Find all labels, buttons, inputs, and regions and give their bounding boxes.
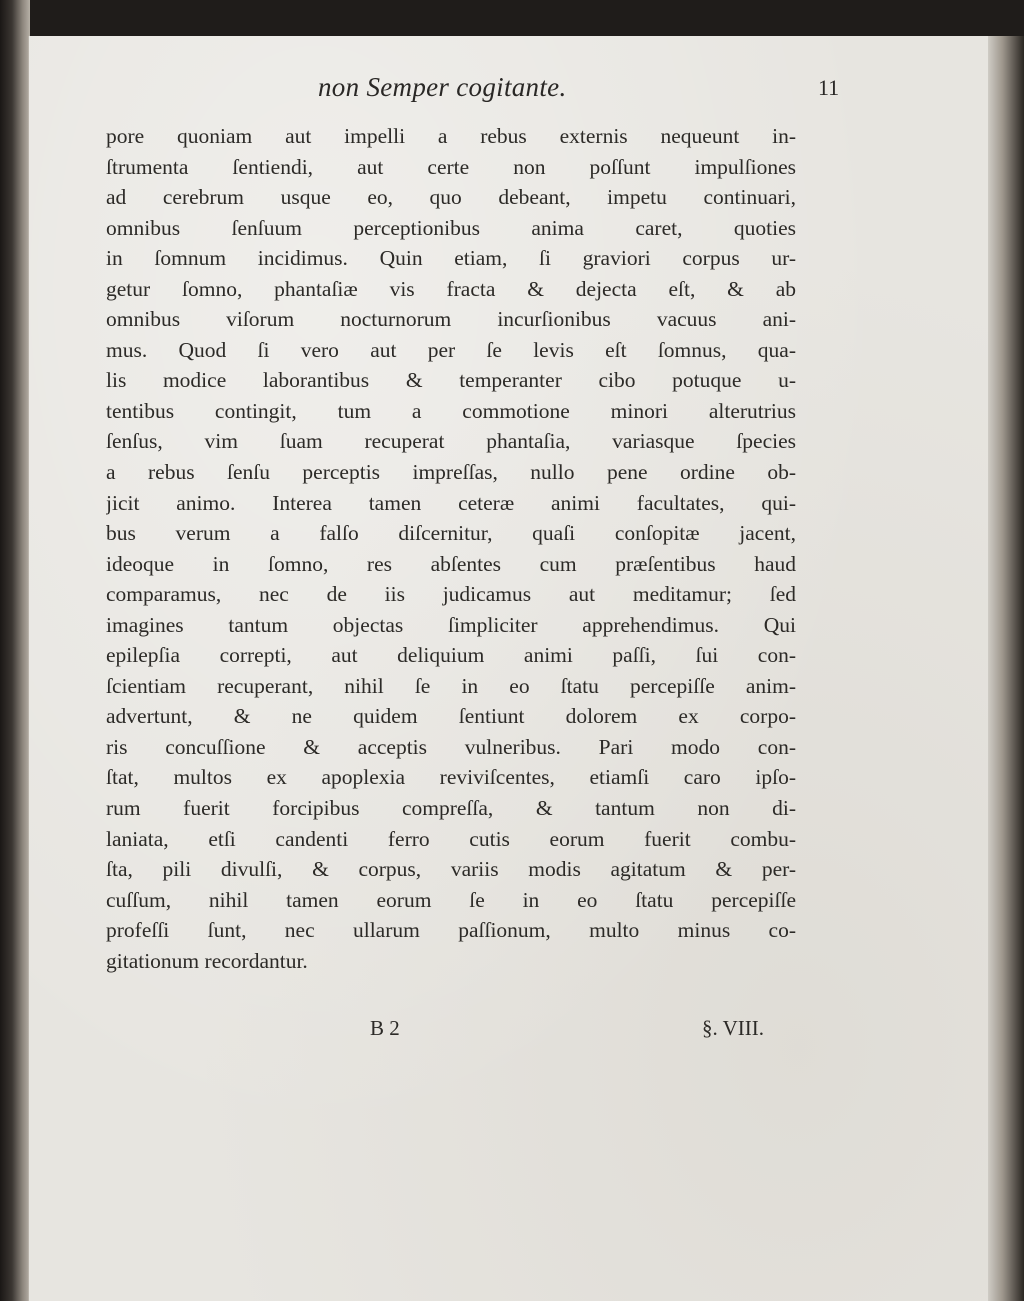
text-line: lis modice laborantibus & temperanter cibo potuque u-: [106, 368, 796, 393]
text-line: advertunt, & ne quidem ſentiunt dolorem ex corpo-: [106, 704, 796, 729]
body-text: [106, 121, 796, 976]
text-line: epilepſia correpti, aut deliquium animi paſſi, ſui con-: [106, 643, 796, 668]
text-line: comparamus, nec de iis judicamus aut meditamur; ſed: [106, 582, 796, 607]
text-line: ad cerebrum usque eo, quo debeant, impetu continuari,: [106, 185, 796, 210]
text-line: pore quoniam aut impelli a rebus externis nequeunt in-: [106, 124, 796, 148]
text-line: tentibus contingit, tum a commotione minori alterutrius: [106, 398, 796, 423]
book-binding-edge: [0, 0, 30, 1301]
text-line: gitationum recordantur.: [106, 948, 308, 973]
text-line: ſcientiam recuperant, nihil ſe in eo ſtatu percepiſſe anim-: [106, 673, 796, 698]
text-line: getur ſomno, phantaſiæ vis fracta & dejecta eſt, & ab: [106, 276, 796, 301]
text-line: bus verum a falſo diſcernitur, quaſi conſopitæ jacent,: [106, 521, 796, 546]
text-line: ſtrumenta ſentiendi, aut certe non poſſunt impulſiones: [106, 154, 796, 179]
page-right-edge: [988, 36, 1024, 1301]
catchword: §. VIII.: [702, 1016, 765, 1040]
text-line: omnibus viſorum nocturnorum incurſionibus vacuus ani-: [106, 307, 796, 332]
page-number: 11: [818, 75, 840, 100]
text-line: ſtat, multos ex apoplexia reviviſcentes, etiamſi caro ipſo-: [106, 765, 796, 790]
text-line: in ſomnum incidimus. Quin etiam, ſi graviori corpus ur-: [106, 246, 796, 271]
text-line: ſenſus, vim ſuam recuperat phantaſia, variasque ſpecies: [106, 429, 796, 454]
text-line: laniata, etſi candenti ferro cutis eorum fuerit combu-: [106, 826, 796, 851]
text-line: a rebus ſenſu perceptis impreſſas, nullo pene ordine ob-: [106, 460, 796, 485]
text-line: cuſſum, nihil tamen eorum ſe in eo ſtatu percepiſſe: [106, 887, 796, 912]
text-line: profeſſi ſunt, nec ullarum paſſionum, multo minus co-: [106, 918, 796, 943]
text-line: jicit animo. Interea tamen ceteræ animi facultates, qui-: [106, 490, 796, 515]
text-line: rum fuerit forcipibus compreſſa, & tantum non di-: [106, 796, 796, 821]
text-line: mus. Quod ſi vero aut per ſe levis eſt ſomnus, qua-: [106, 337, 796, 362]
text-line: ideoque in ſomno, res abſentes cum præſentibus haud: [106, 551, 796, 576]
text-line: ſta, pili divulſi, & corpus, variis modis agitatum & per-: [106, 857, 796, 882]
text-line: omnibus ſenſuum perceptionibus anima caret, quoties: [106, 215, 796, 240]
text-line: imagines tantum objectas ſimpliciter apprehendimus. Qui: [106, 612, 796, 637]
running-head: non Semper cogitante.: [318, 72, 567, 102]
signature-mark: B 2: [370, 1016, 400, 1040]
text-line: ris concuſſione & acceptis vulneribus. Pari modo con-: [106, 734, 796, 759]
